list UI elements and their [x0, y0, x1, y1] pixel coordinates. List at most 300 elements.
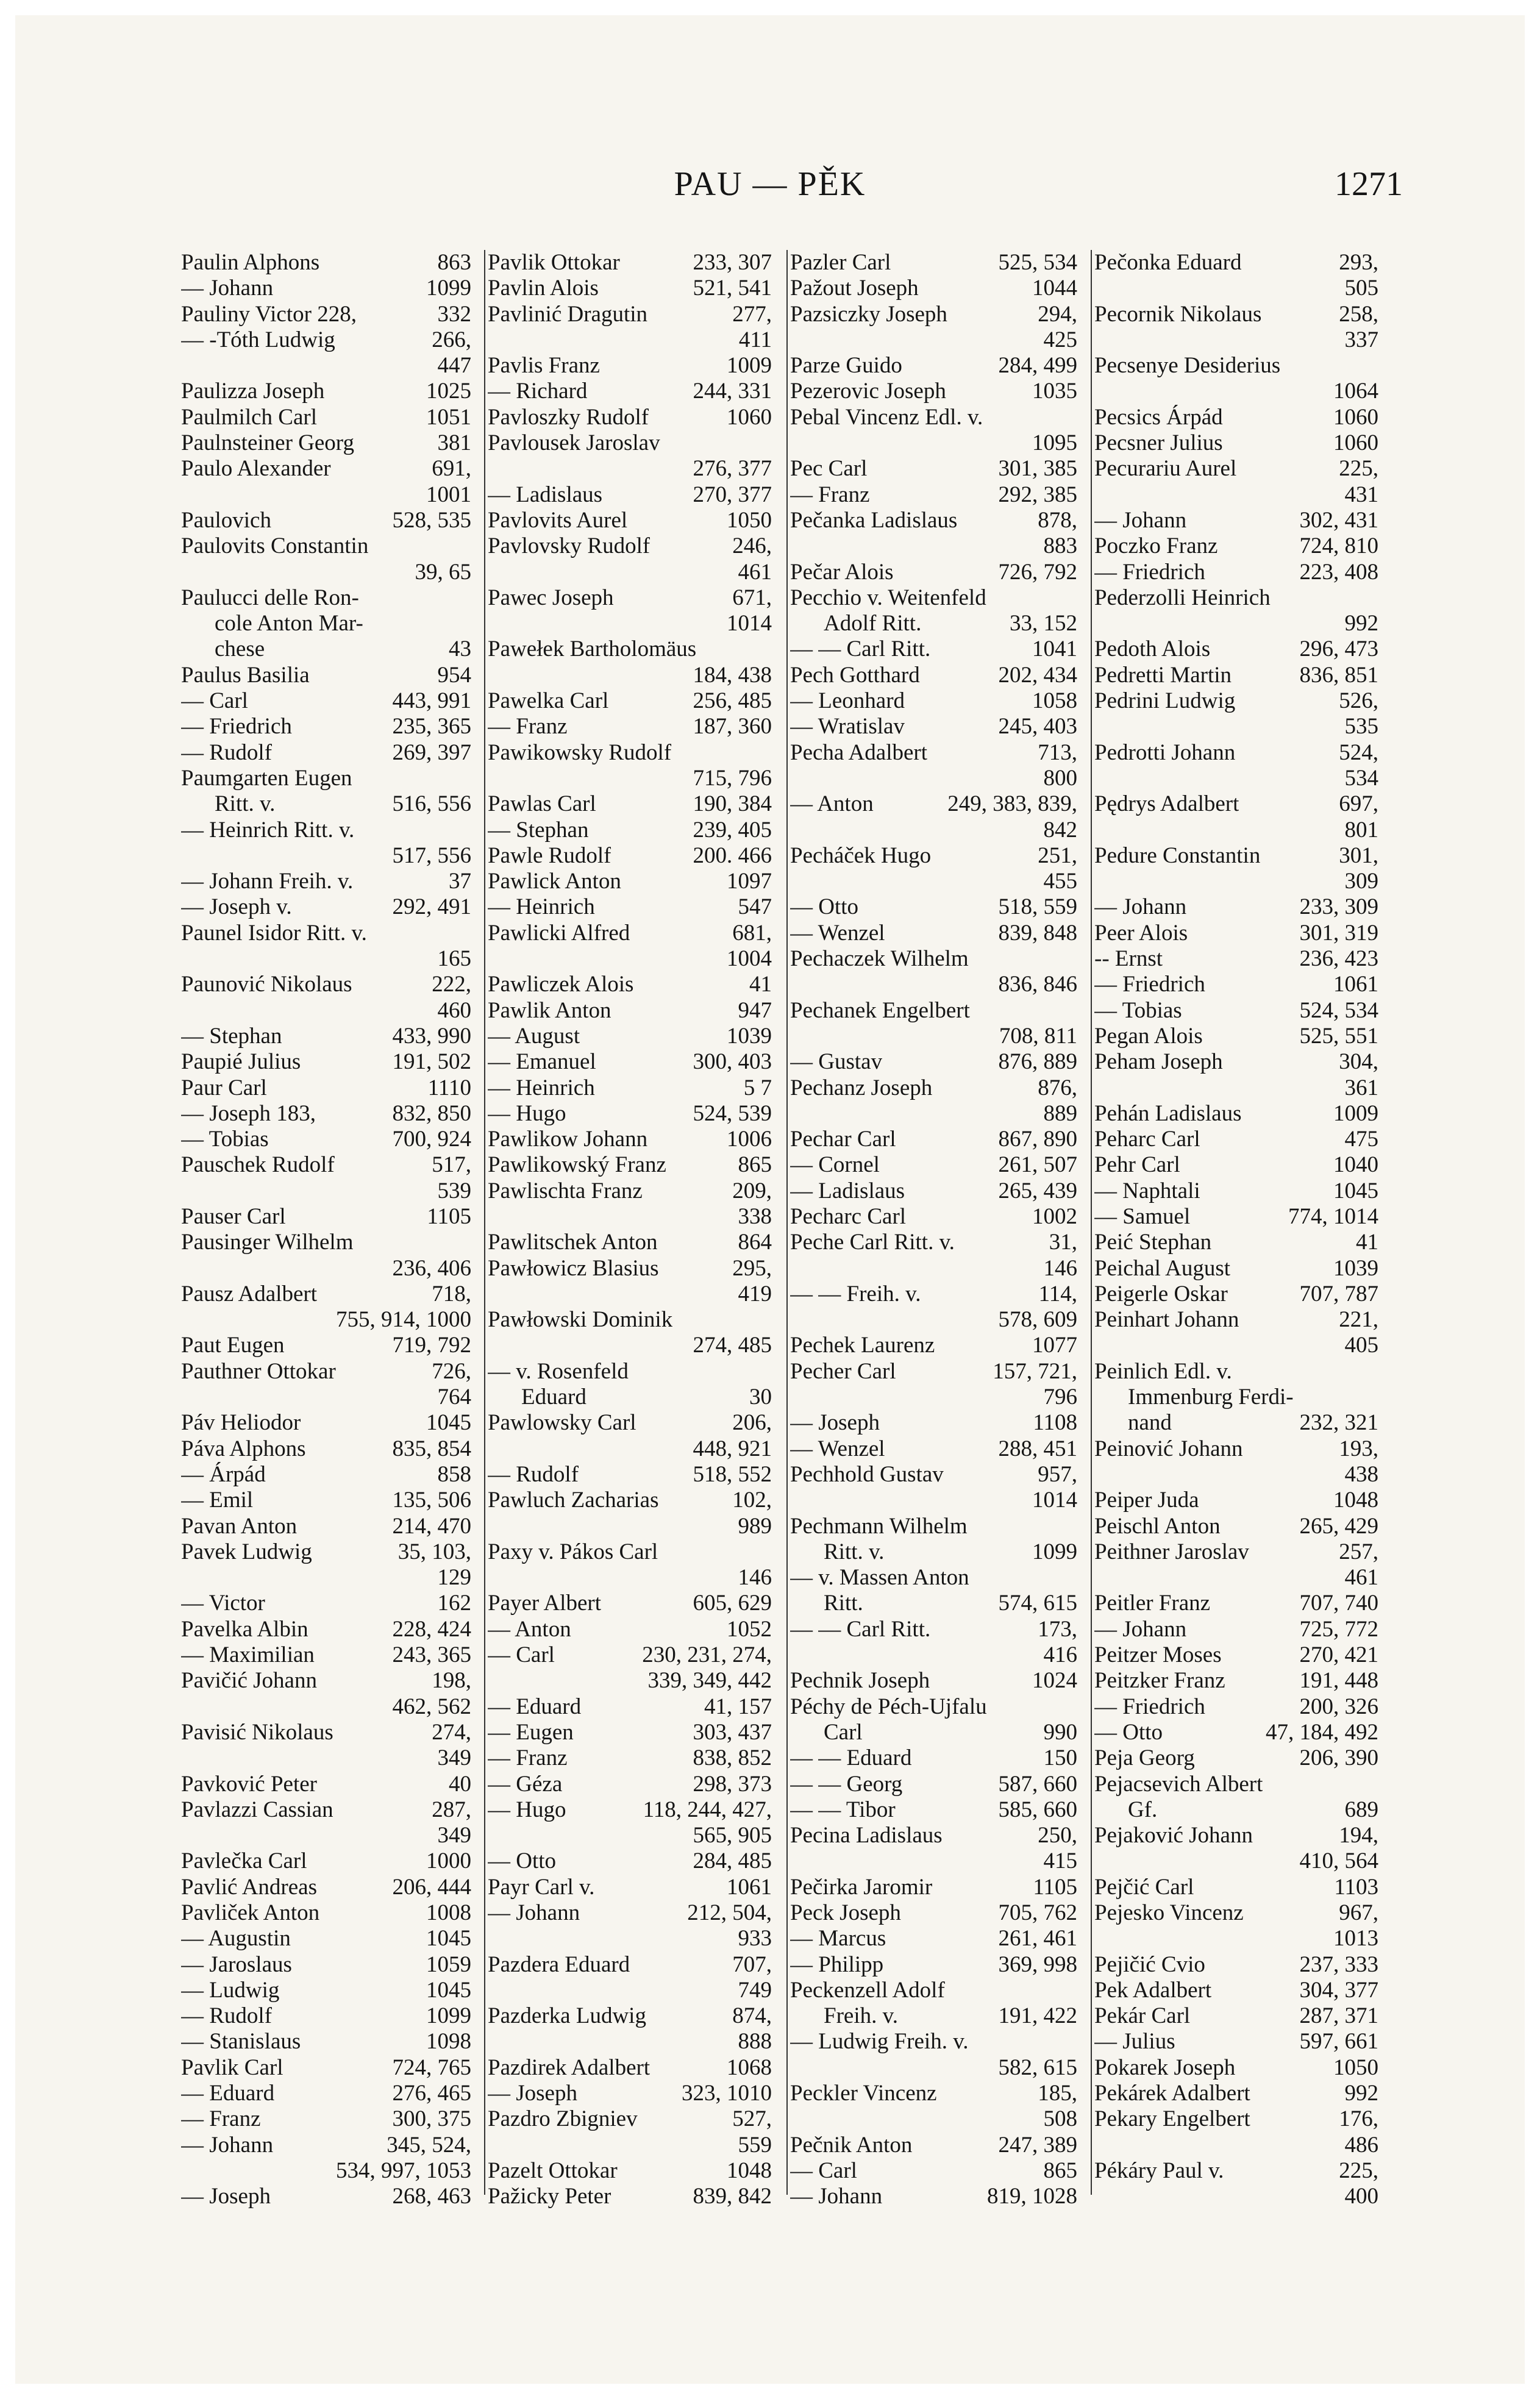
index-entry — [485, 714, 772, 740]
index-entry — [788, 1617, 1077, 1669]
entry-page-refs: 118, 244, 427, — [643, 1797, 772, 1822]
index-entry — [179, 1101, 471, 1127]
index-entry — [788, 1952, 1077, 1978]
entry-page-refs: 184, 438 — [693, 662, 772, 688]
entry-page-refs: 835, 854 — [392, 1436, 471, 1461]
entry-page-refs: 1014 — [1032, 1488, 1077, 1513]
index-entry — [1092, 663, 1378, 688]
index-column-3 — [786, 250, 1077, 2209]
index-entry — [485, 1591, 772, 1616]
entry-page-refs: 190, 384 — [693, 791, 772, 817]
entry-line — [1094, 663, 1378, 688]
entry-page-refs: 301, 319 — [1299, 920, 1378, 946]
entry-line — [488, 1462, 772, 1488]
entry-name: — Friedrich — [1094, 559, 1205, 585]
entry-line — [790, 456, 1077, 482]
entry-page-refs: 198, — [432, 1668, 471, 1694]
index-entry — [485, 1462, 772, 1488]
entry-line — [1094, 1694, 1378, 1720]
entry-name: Pawle Rudolf — [488, 843, 611, 868]
entry-line — [488, 2133, 772, 2158]
index-entry — [179, 1875, 471, 1900]
entry-page-refs: 349 — [437, 1745, 471, 1771]
entry-line — [1094, 585, 1378, 611]
entry-line — [181, 2184, 471, 2209]
entry-line — [181, 740, 471, 766]
entry-page-refs: 1048 — [1333, 1488, 1378, 1513]
entry-name: Pehán Ladislaus — [1094, 1100, 1242, 1126]
entry-page-refs: 411 — [738, 327, 772, 352]
entry-line — [181, 1668, 471, 1694]
entry-line — [488, 946, 772, 972]
entry-line — [1094, 276, 1378, 301]
entry-line — [488, 1772, 772, 1797]
entry-line — [1094, 843, 1378, 869]
entry-page-refs: 129 — [437, 1565, 471, 1591]
index-entry — [179, 1281, 471, 1333]
entry-page-refs: 345, 524, — [387, 2132, 471, 2158]
entry-line — [488, 921, 772, 946]
entry-page-refs: 245, 403 — [998, 714, 1077, 740]
entry-line — [488, 766, 772, 791]
index-entry — [1092, 1745, 1378, 1771]
entry-line — [790, 1256, 1077, 1281]
entry-line — [790, 1385, 1077, 1410]
index-entry — [788, 1281, 1077, 1333]
entry-line — [181, 379, 471, 404]
entry-page-refs: 460 — [437, 997, 471, 1023]
index-entry — [1092, 456, 1378, 508]
index-entry — [788, 1978, 1077, 2030]
entry-page-refs: 524, 534 — [1299, 997, 1378, 1023]
entry-name: — Heinrich Ritt. v. — [181, 817, 355, 843]
index-entry — [485, 869, 772, 894]
entry-page-refs: 433, 990 — [392, 1023, 471, 1049]
index-entry — [788, 379, 1077, 404]
entry-name: Paulizza Joseph — [181, 379, 325, 404]
index-entry — [485, 791, 772, 817]
entry-name: Pechhold Gustav — [790, 1461, 944, 1487]
entry-page-refs: 534 — [1344, 765, 1378, 791]
entry-page-refs: 135, 506 — [392, 1488, 471, 1513]
entry-page-refs: 425 — [1043, 327, 1077, 352]
entry-name: Adolf Ritt. — [824, 611, 922, 636]
entry-page-refs: 947 — [738, 997, 772, 1023]
entry-name: Peinhart Johann — [1094, 1307, 1239, 1333]
entry-name: Pawlicki Alfred — [488, 920, 630, 946]
entry-line — [790, 1668, 1077, 1694]
entry-line — [790, 1694, 1077, 1720]
entry-name: Pavek Ludwig — [181, 1539, 312, 1564]
entry-page-refs: 1035 — [1032, 379, 1077, 404]
entry-name: Pauthner Ottokar — [181, 1358, 336, 1384]
entry-line — [1094, 1204, 1378, 1230]
entry-line — [488, 2158, 772, 2184]
index-entry — [1092, 1772, 1378, 1823]
entry-line — [181, 1514, 471, 1539]
entry-page-refs: 461 — [738, 559, 772, 585]
entry-name: Pavlinić Dragutin — [488, 301, 648, 327]
index-entry — [788, 456, 1077, 482]
index-entry — [1092, 1642, 1378, 1668]
entry-line — [790, 1772, 1077, 1797]
index-entry — [1092, 1359, 1378, 1436]
entry-name: Pederzolli Heinrich — [1094, 585, 1271, 610]
entry-line — [790, 766, 1077, 791]
entry-line — [790, 430, 1077, 456]
entry-page-refs: 284, 499 — [998, 353, 1077, 379]
entry-line — [181, 636, 471, 662]
entry-line — [488, 972, 772, 997]
entry-name: Páva Alphons — [181, 1436, 306, 1461]
entry-line — [488, 688, 772, 714]
entry-line — [790, 1075, 1077, 1101]
entry-name: Paunel Isidor Ritt. v. — [181, 920, 367, 946]
entry-line — [488, 353, 772, 379]
entry-line — [790, 1230, 1077, 1255]
entry-line — [181, 1230, 471, 1255]
entry-name: Pausinger Wilhelm — [181, 1230, 354, 1255]
entry-page-refs: 578, 609 — [998, 1307, 1077, 1333]
index-entry — [1092, 791, 1378, 843]
entry-name: Paulus Basilia — [181, 662, 310, 688]
entry-page-refs: 508 — [1043, 2106, 1077, 2132]
entry-line — [1094, 1642, 1378, 1668]
entry-name: Pavlečka Carl — [181, 1848, 307, 1874]
index-entry — [788, 1410, 1077, 1436]
entry-line — [1094, 1049, 1378, 1075]
entry-name: — Otto — [488, 1848, 557, 1874]
entry-name: Pechaczek Wilhelm — [790, 946, 969, 972]
entry-name: Paulovits Constantin — [181, 533, 369, 559]
entry-name: — Eduard — [181, 2081, 275, 2106]
entry-line — [790, 1642, 1077, 1668]
entry-page-refs: 1006 — [727, 1127, 772, 1152]
index-entry — [788, 405, 1077, 457]
index-entry — [1092, 946, 1378, 972]
index-entry — [485, 1848, 772, 1874]
entry-name: — — Tibor — [790, 1797, 896, 1822]
entry-line — [1094, 921, 1378, 946]
entry-line — [488, 1049, 772, 1075]
entry-line — [790, 2184, 1077, 2209]
entry-line — [488, 1410, 772, 1436]
entry-page-refs: 524, — [1339, 740, 1378, 765]
entry-line — [1094, 353, 1378, 379]
entry-name: — Johann — [1094, 894, 1187, 920]
entry-line — [790, 1436, 1077, 1462]
entry-line — [790, 1926, 1077, 1952]
entry-page-refs: 505 — [1344, 276, 1378, 301]
entry-line — [181, 1565, 471, 1591]
entry-name: — Franz — [181, 2106, 261, 2132]
index-column-4 — [1091, 250, 1378, 2209]
entry-name: Ritt. — [824, 1591, 863, 1616]
entry-name: — Tobias — [181, 1127, 269, 1152]
entry-name: — Richard — [488, 379, 588, 404]
entry-page-refs: 295, — [732, 1255, 772, 1281]
entry-page-refs: 176, — [1339, 2106, 1378, 2132]
entry-name: Pedretti Martin — [1094, 662, 1232, 688]
index-entry — [485, 1359, 772, 1411]
entry-line — [181, 1952, 471, 1978]
entry-name: — Hugo — [488, 1100, 566, 1126]
index-entry — [179, 1436, 471, 1462]
entry-line — [1094, 972, 1378, 997]
entry-name: Paxy v. Pákos Carl — [488, 1539, 658, 1564]
entry-name: — Rudolf — [181, 2003, 273, 2029]
entry-page-refs: 276, 465 — [392, 2081, 471, 2106]
entry-page-refs: 244, 331 — [693, 379, 772, 404]
entry-page-refs: 516, 556 — [392, 791, 471, 817]
entry-name: Péchy de Péch-Ujfalu — [790, 1694, 987, 1719]
entry-page-refs: 274, 485 — [693, 1333, 772, 1358]
entry-page-refs: 265, 439 — [998, 1178, 1077, 1203]
entry-line — [181, 1745, 471, 1771]
index-entry — [788, 998, 1077, 1050]
entry-page-refs: 839, 848 — [998, 920, 1077, 946]
index-entry — [179, 1204, 471, 1230]
entry-page-refs: 30 — [749, 1385, 772, 1410]
entry-line — [181, 818, 471, 843]
entry-page-refs: 1014 — [727, 611, 772, 636]
entry-line — [488, 894, 772, 920]
entry-name: Paulnsteiner Georg — [181, 430, 354, 456]
entry-page-refs: 1061 — [1333, 972, 1378, 997]
entry-name: Peharc Carl — [1094, 1127, 1200, 1152]
entry-name: — August — [488, 1023, 580, 1049]
entry-name: — Anton — [488, 1616, 571, 1642]
entry-name: Pehr Carl — [1094, 1152, 1180, 1178]
entry-line — [181, 972, 471, 997]
entry-name: Pečanka Ladislaus — [790, 507, 958, 533]
entry-name: Freih. v. — [824, 2003, 898, 2029]
entry-page-refs: 233, 309 — [1299, 894, 1378, 920]
entry-name: Pekárek Adalbert — [1094, 2081, 1250, 2106]
entry-page-refs: 559 — [738, 2132, 772, 2158]
entry-page-refs: 992 — [1344, 2081, 1378, 2106]
entry-page-refs: 233, 307 — [693, 250, 772, 275]
index-entry — [485, 2081, 772, 2106]
index-entry — [485, 1307, 772, 1359]
entry-page-refs: 249, 383, 839, — [947, 791, 1077, 817]
index-entry — [1092, 1514, 1378, 1539]
entry-name: — Friedrich — [1094, 972, 1205, 997]
index-entry — [485, 1694, 772, 1720]
entry-page-refs: 527, — [732, 2106, 772, 2132]
entry-page-refs: 410, 564 — [1299, 1848, 1378, 1874]
index-entry — [485, 1642, 772, 1694]
entry-page-refs: 574, 615 — [998, 1591, 1077, 1616]
entry-line — [1094, 1230, 1378, 1255]
entry-page-refs: 1058 — [1032, 688, 1077, 714]
entry-page-refs: 535 — [1344, 714, 1378, 740]
entry-name: Pejesko Vincenz — [1094, 1900, 1244, 1925]
index-entry — [179, 1462, 471, 1488]
index-entry — [1092, 1900, 1378, 1952]
entry-line — [181, 1281, 471, 1307]
entry-page-refs: 547 — [738, 894, 772, 920]
entry-line — [488, 1178, 772, 1204]
entry-name: Pawlikowský Franz — [488, 1152, 666, 1178]
index-entry — [485, 998, 772, 1024]
index-entry — [1092, 1436, 1378, 1488]
entry-page-refs: 1004 — [727, 946, 772, 972]
index-entry — [1092, 894, 1378, 920]
entry-name: — Jaroslaus — [181, 1952, 292, 1977]
entry-page-refs: 582, 615 — [998, 2055, 1077, 2080]
entry-name: Pecháček Hugo — [790, 843, 932, 868]
index-entry — [788, 2158, 1077, 2184]
entry-line — [488, 2184, 772, 2209]
entry-page-refs: 883 — [1043, 533, 1077, 559]
entry-line — [488, 1952, 772, 1978]
entry-name: — Maximilian — [181, 1642, 315, 1668]
entry-page-refs: 1060 — [1333, 430, 1378, 456]
entry-page-refs: 250, — [1038, 1823, 1077, 1848]
index-entry — [1092, 1720, 1378, 1745]
entry-page-refs: 1009 — [727, 353, 772, 379]
index-entry — [485, 1127, 772, 1152]
entry-page-refs: 524, 539 — [693, 1100, 772, 1126]
entry-page-refs: 193, — [1339, 1436, 1378, 1461]
entry-page-refs: 1110 — [427, 1075, 471, 1100]
entry-name: — Eduard — [488, 1694, 582, 1719]
index-entry — [179, 1488, 471, 1513]
entry-name: Pékáry Paul v. — [1094, 2158, 1224, 2183]
entry-line — [181, 1385, 471, 1410]
entry-line — [790, 2133, 1077, 2158]
entry-page-refs: 236, 406 — [392, 1255, 471, 1281]
entry-page-refs: 1099 — [426, 276, 471, 301]
entry-line — [790, 1591, 1077, 1616]
entry-line — [790, 740, 1077, 766]
index-entry — [788, 1230, 1077, 1281]
entry-name: Pavlik Carl — [181, 2055, 283, 2080]
entry-page-refs: 309 — [1344, 869, 1378, 894]
entry-page-refs: 819, 1028 — [987, 2184, 1077, 2209]
entry-name: Pauschek Rudolf — [181, 1152, 335, 1178]
entry-line — [181, 791, 471, 817]
entry-name: — Stephan — [488, 817, 589, 843]
entry-line — [181, 1539, 471, 1565]
index-entry — [1092, 2081, 1378, 2106]
entry-line — [1094, 894, 1378, 920]
entry-page-refs: 724, 810 — [1299, 533, 1378, 559]
entry-line — [488, 1333, 772, 1358]
entry-line — [790, 1359, 1077, 1385]
entry-name: — Marcus — [790, 1926, 886, 1952]
index-entry — [179, 2081, 471, 2106]
entry-line — [1094, 327, 1378, 353]
entry-page-refs: 35, 103, — [397, 1539, 471, 1564]
index-entry — [1092, 1952, 1378, 1978]
index-entry — [1092, 1049, 1378, 1101]
index-entry — [179, 766, 471, 818]
index-entry — [788, 1075, 1077, 1127]
index-entry — [788, 482, 1077, 508]
entry-line — [181, 585, 471, 611]
index-entry — [788, 508, 1077, 560]
entry-page-refs: 1050 — [1333, 2055, 1378, 2080]
entry-name: — Wenzel — [790, 1436, 885, 1461]
entry-line — [181, 1720, 471, 1745]
entry-name: Pejičić Cvio — [1094, 1952, 1205, 1977]
entry-name: Pažicky Peter — [488, 2184, 611, 2209]
index-entry — [788, 740, 1077, 792]
entry-name: Pawłowski Dominik — [488, 1307, 673, 1333]
entry-page-refs: 431 — [1344, 482, 1378, 507]
entry-page-refs: 1050 — [727, 507, 772, 533]
entry-name: Peitzker Franz — [1094, 1668, 1225, 1694]
entry-page-refs: 726, — [432, 1358, 471, 1384]
index-entry — [179, 1410, 471, 1436]
entry-name: — Wratislav — [790, 714, 905, 740]
entry-name: — Friedrich — [181, 714, 292, 740]
index-entry — [788, 560, 1077, 585]
entry-page-refs: 323, 1010 — [682, 2081, 772, 2106]
entry-page-refs: 1045 — [426, 1410, 471, 1436]
entry-line — [181, 1926, 471, 1952]
entry-page-refs: 288, 451 — [998, 1436, 1077, 1461]
entry-line — [488, 1359, 772, 1385]
entry-line — [488, 1101, 772, 1127]
entry-line — [488, 1075, 772, 1101]
entry-name: nand — [1128, 1410, 1172, 1436]
entry-page-refs: 1039 — [1333, 1255, 1378, 1281]
index-entry — [485, 2158, 772, 2184]
entry-page-refs: 1045 — [426, 1977, 471, 2003]
entry-page-refs: 239, 405 — [693, 817, 772, 843]
index-entry — [1092, 1101, 1378, 1127]
entry-line — [790, 379, 1077, 404]
entry-line — [181, 405, 471, 430]
entry-page-refs: 276, 377 — [693, 456, 772, 482]
entry-name: — Augustin — [181, 1926, 291, 1952]
entry-line — [488, 1256, 772, 1281]
entry-line — [181, 1204, 471, 1230]
entry-line — [488, 1978, 772, 2003]
entry-name: — Stanislaus — [181, 2029, 301, 2055]
entry-name: Peigerle Oskar — [1094, 1281, 1228, 1306]
index-entry — [179, 302, 471, 327]
entry-page-refs: 1099 — [1032, 1539, 1077, 1564]
entry-line — [1094, 1823, 1378, 1848]
entry-line — [1094, 1410, 1378, 1436]
entry-page-refs: 486 — [1344, 2132, 1378, 2158]
entry-line — [790, 688, 1077, 714]
entry-line — [1094, 791, 1378, 817]
entry-name: — Naphtali — [1094, 1178, 1200, 1203]
entry-page-refs: 957, — [1038, 1461, 1077, 1487]
index-entry — [485, 921, 772, 972]
entry-name: Peinović Johann — [1094, 1436, 1243, 1461]
entry-name: Pędrys Adalbert — [1094, 791, 1239, 817]
entry-line — [488, 1514, 772, 1539]
entry-line — [488, 1668, 772, 1694]
entry-line — [181, 353, 471, 379]
entry-page-refs: 585, 660 — [998, 1797, 1077, 1822]
entry-name: Pejacsevich Albert — [1094, 1771, 1263, 1797]
entry-name: — Rudolf — [181, 740, 273, 765]
entry-page-refs: 864 — [738, 1230, 772, 1255]
entry-name: — Tobias — [1094, 997, 1182, 1023]
index-entry — [485, 250, 772, 276]
entry-page-refs: 517, — [432, 1152, 471, 1178]
index-entry — [1092, 1152, 1378, 1178]
index-entry — [179, 1900, 471, 1926]
entry-line — [1094, 2184, 1378, 2209]
